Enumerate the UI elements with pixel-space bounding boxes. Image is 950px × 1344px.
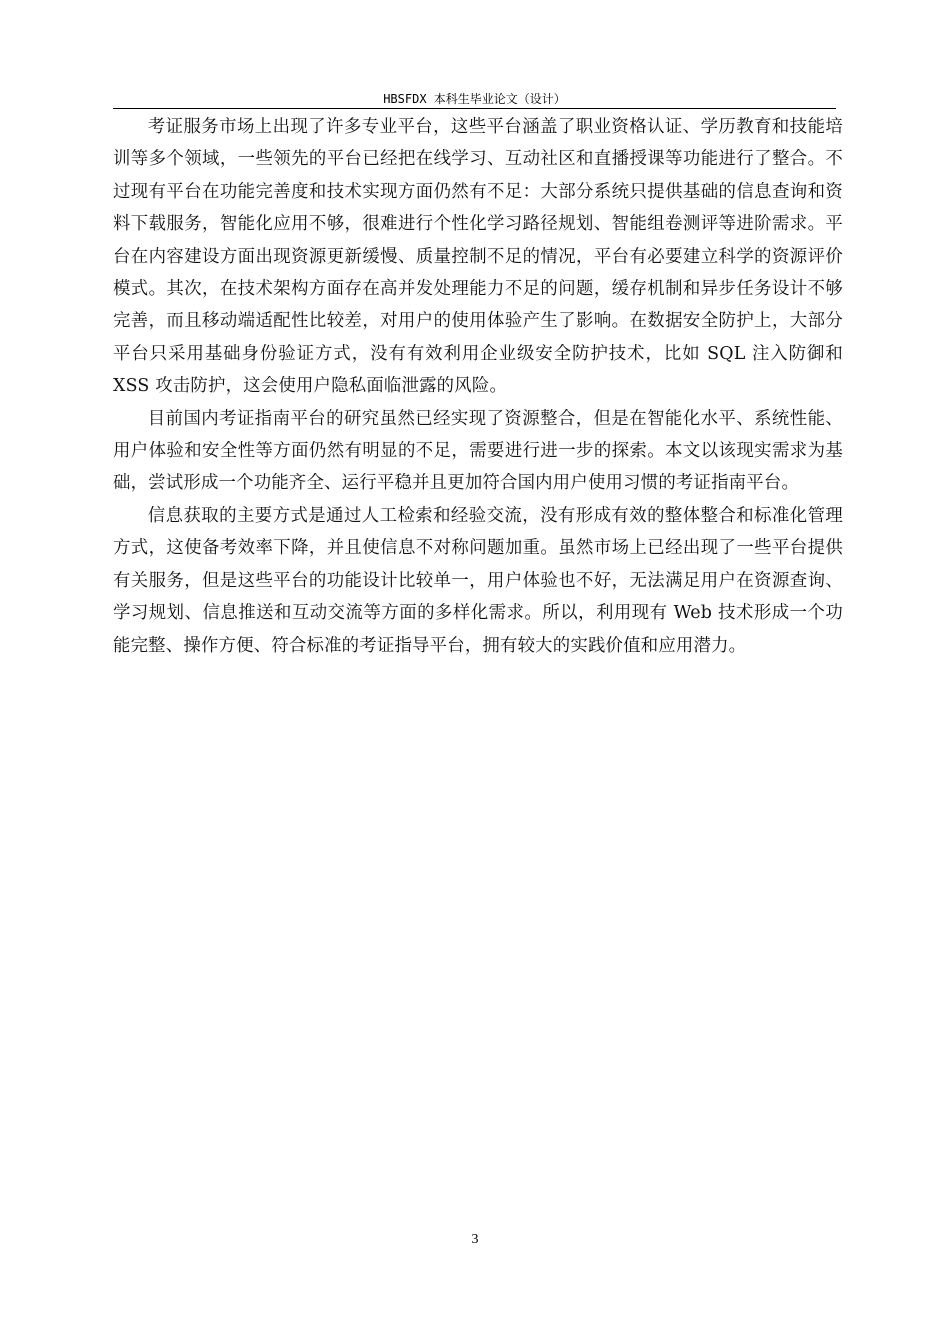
page-header: HBSFDX 本科生毕业论文（设计） xyxy=(113,90,836,109)
paragraph: 考证服务市场上出现了许多专业平台，这些平台涵盖了职业资格认证、学历教育和技能培训等多个领域，一些领先的平台已经把在线学习、互动社区和直播授课等功能进行了整合。不过现有平台在功能完善度和技术实现方面仍然有不足：大部分系统只提供基础的信息查询和资料下载服务，智能化应用不够，很难进行个性化学习路径规划、智能组卷测评等进阶需求。平台在内容建设方面出现资源更新缓慢、质量控制不足的情况，平台有必要建立科学的资源评价模式。其次，在技术架构方面存在高并发处理能力不足的问题，缓存机制和异步任务设计不够完善，而且移动端适配性比较差，对用户的使用体验产生了影响。在数据安全防护上，大部分平台只采用基础身份验证方式，没有有效利用企业级安全防护技术，比如 SQL 注入防御和 XSS 攻击防护，这会使用户隐私面临泄露的风险。 xyxy=(113,117,843,397)
paragraph: 目前国内考证指南平台的研究虽然已经实现了资源整合，但是在智能化水平、系统性能、用户体验和安全性等方面仍然有明显的不足，需要进行进一步的探索。本文以该现实需求为基础，尝试形成一个功能齐全、运行平稳并且更加符合国内用户使用习惯的考证指南平台。 xyxy=(113,408,843,494)
document-body xyxy=(113,111,843,662)
page-number: 3 xyxy=(471,1232,479,1247)
paragraph: 信息获取的主要方式是通过人工检索和经验交流，没有形成有效的整体整合和标准化管理方式，这使备考效率下降，并且使信息不对称问题加重。虽然市场上已经出现了一些平台提供有关服务，但是这些平台的功能设计比较单一，用户体验也不好，无法满足用户在资源查询、学习规划、信息推送和互动交流等方面的多样化需求。所以，利用现有 Web 技术形成一个功能完整、操作方便、符合标准的考证指导平台，拥有较大的实践价值和应用潜力。 xyxy=(113,505,843,656)
